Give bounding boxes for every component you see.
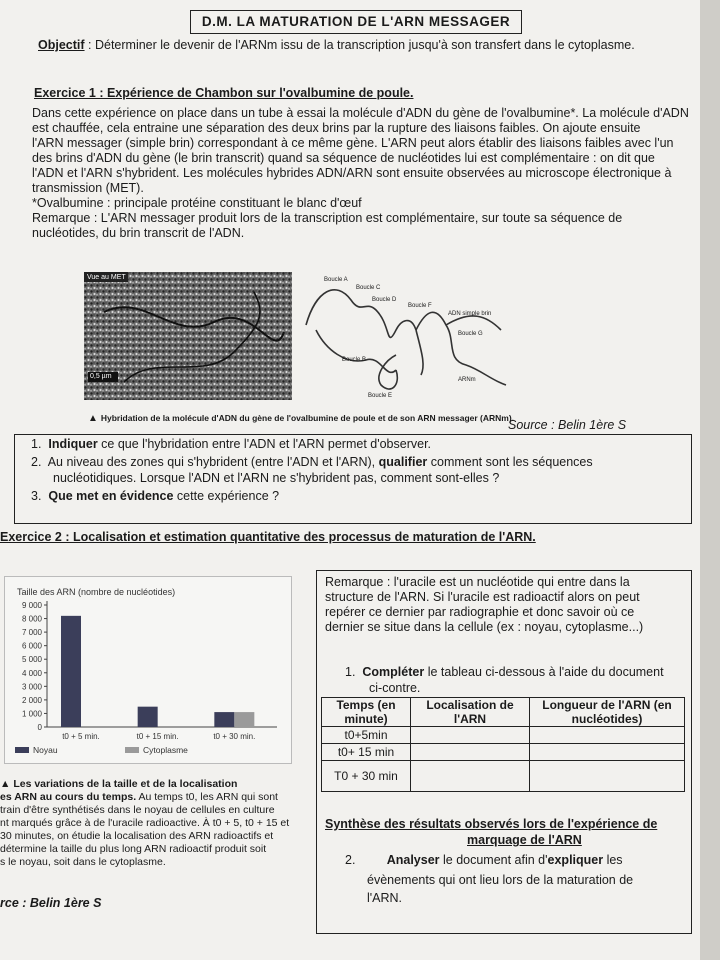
x-tick-label: t0 + 15 min. xyxy=(136,732,179,741)
exercise-1-questions xyxy=(14,434,692,524)
table-header: Longueur de l'ARN (en nucléotides) xyxy=(530,698,685,727)
ex2-question-2: 2. Analyser le document afin d'expliquer les xyxy=(345,853,623,867)
table-header: Temps (en minute) xyxy=(322,698,411,727)
chart-source: rce : Belin 1ère S xyxy=(0,896,102,910)
objective-line xyxy=(38,38,635,53)
label-arnm: ARNm xyxy=(458,377,476,383)
figure-caption xyxy=(88,412,514,425)
met-image xyxy=(84,272,292,400)
table-cell-time: t0+5min xyxy=(322,727,411,744)
question-3 xyxy=(31,489,279,504)
table-header: Localisation de l'ARN xyxy=(411,698,530,727)
bar-cytoplasme xyxy=(234,712,254,727)
paragraph-line: l'ARN messager (simple brin) correspondant à ce même gène. L'ARN peut alors établir des liaisons faibles avec l'un xyxy=(32,136,674,150)
y-tick-label: 1 000 xyxy=(21,709,42,719)
caption-line: 30 minutes, on étudie la localisation des ARN radioactifs et xyxy=(0,830,274,842)
synthese-line-2: marquage de l'ARN xyxy=(467,833,582,847)
q-text: cette expérience ? xyxy=(173,489,280,503)
chart-svg xyxy=(5,577,291,763)
ex2-remarque xyxy=(325,575,643,635)
y-tick-label: 5 000 xyxy=(21,655,42,665)
ex2-question-1-cont: ci-contre. xyxy=(369,681,421,695)
x-tick-label: t0 + 30 min. xyxy=(213,732,256,741)
table-row xyxy=(322,761,685,792)
ex2-question-2-line2: évènements qui ont lieu lors de la maturation de xyxy=(367,873,634,887)
label-boucle-b: Boucle B xyxy=(342,357,367,363)
caption-line: s le noyau, soit dans le cytoplasme. xyxy=(0,856,166,868)
y-tick-label: 3 000 xyxy=(21,682,42,692)
paragraph-line: l'ADN et l'ARN s'hybrident. Les molécules hybrides ADN/ARN sont ensuite observées au microscope électronique à xyxy=(32,166,672,180)
bar-noyau xyxy=(214,712,234,727)
label-adn-simple-brin: ADN simple brin xyxy=(448,311,492,317)
table-cell-time: T0 + 30 min xyxy=(322,761,411,792)
objective-text: : Déterminer le devenir de l'ARNm issu de la transcription jusqu'à son transfert dans le cytoplasme. xyxy=(84,38,635,52)
caption-text: Hybridation de la molécule d'ADN du gène de l'ovalbumine de poule et de son ARN messager (ARNm). xyxy=(100,413,515,423)
paragraph-line: transmission (MET). xyxy=(32,181,144,195)
paragraph-line: des brins d'ADN du gène (le brin transcrit) quand sa séquence de nucléotides lui est complémentaire : on dit que xyxy=(32,151,655,165)
table-cell-empty[interactable] xyxy=(411,727,530,744)
hybrid-schematic xyxy=(296,270,516,406)
label-boucle-d: Boucle D xyxy=(372,297,397,303)
q-num: 2. xyxy=(31,455,42,469)
q-text2: comment sont les séquences xyxy=(427,455,593,469)
ex2-question-1: 1. Compléter le tableau ci-dessous à l'aide du document xyxy=(345,665,664,679)
schematic-drawing xyxy=(296,270,516,406)
q-text: Au niveau des zones qui s'hybrident (entre l'ADN et l'ARN), xyxy=(47,455,379,469)
y-tick-label: 8 000 xyxy=(21,614,42,624)
y-tick-label: 9 000 xyxy=(21,601,42,610)
results-table xyxy=(321,697,685,792)
legend-label: Cytoplasme xyxy=(143,745,188,755)
paragraph-line: Dans cette expérience on place dans un tube à essai la molécule d'ADN du gène de l'ovalbumine*. La molécule d'ADN xyxy=(32,106,689,120)
label-boucle-g: Boucle G xyxy=(458,331,483,337)
page-title: D.M. LA MATURATION DE L'ARN MESSAGER xyxy=(190,10,522,34)
chart-title: Taille des ARN (nombre de nucléotides) xyxy=(17,587,176,597)
q-verb: Indiquer xyxy=(48,437,98,451)
chart-caption xyxy=(0,778,289,869)
warning-triangle-icon: ▲ xyxy=(0,778,11,790)
y-tick-label: 2 000 xyxy=(21,695,42,705)
question-2 xyxy=(31,455,593,470)
exercise-2-box xyxy=(316,570,692,934)
rna-size-chart xyxy=(4,576,292,764)
table-cell-empty[interactable] xyxy=(530,727,685,744)
remarque-line: dernier se situe dans la cellule (ex : noyau, cytoplasme...) xyxy=(325,620,644,634)
scale-label: 0,5 µm xyxy=(90,373,112,380)
remarque-line: Remarque : l'uracile est un nucléotide qui entre dans la xyxy=(325,575,630,589)
legend-swatch xyxy=(15,747,29,753)
remarque-line: repérer ce dernier par radiographie et donc savoir où ce xyxy=(325,605,635,619)
exercise-1-paragraph xyxy=(32,106,689,241)
exercise-2-heading: Exercice 2 : Localisation et estimation quantitative des processus de maturation de l'ARN. xyxy=(0,530,536,544)
label-boucle-a: Boucle A xyxy=(324,277,348,283)
caption-line: es ARN au cours du temps. Au temps t0, les ARN qui sont xyxy=(0,791,278,803)
table-row xyxy=(322,744,685,761)
figure-source: Source : Belin 1ère S xyxy=(508,418,627,432)
x-tick-label: t0 + 5 min. xyxy=(62,732,100,741)
met-micrograph xyxy=(84,272,292,400)
synthese-line-1: Synthèse des résultats observés lors de l'expérience de xyxy=(325,817,658,831)
remarque-line: Remarque : L'ARN messager produit lors de la transcription est complémentaire, sur toute sa séquence de xyxy=(32,211,623,225)
label-boucle-c: Boucle C xyxy=(356,285,381,291)
caption-line: détermine la taille du plus long ARN radioactif produit soit xyxy=(0,843,267,855)
paragraph-line: est chauffée, cela entraine une séparation des deux brins par la rupture des liaisons faibles. On ajoute ensuite xyxy=(32,121,641,135)
question-1 xyxy=(31,437,431,452)
q-text: ce que l'hybridation entre l'ADN et l'ARN permet d'observer. xyxy=(97,437,432,451)
ex2-question-2-line3: l'ARN. xyxy=(367,891,403,905)
table-cell-empty[interactable] xyxy=(530,744,685,761)
warning-triangle-icon: ▲ xyxy=(88,413,98,424)
table-cell-empty[interactable] xyxy=(530,761,685,792)
objective-label: Objectif xyxy=(38,38,85,52)
met-label: Vue au MET xyxy=(87,274,126,281)
table-cell-empty[interactable] xyxy=(411,761,530,792)
question-2-cont: nucléotidiques. Lorsque l'ADN et l'ARN ne s'hybrident pas, comment sont-elles ? xyxy=(53,471,500,485)
q-num: 3. xyxy=(31,489,42,503)
remarque-line: nucléotides, du brin transcrit de l'ADN. xyxy=(32,226,245,240)
table-row xyxy=(322,727,685,744)
footnote: *Ovalbumine : principale protéine constituant le blanc d'œuf xyxy=(32,196,362,210)
y-tick-label: 0 xyxy=(37,723,42,732)
caption-line: train d'être synthétisés dans le noyau de cellules en culture xyxy=(0,804,275,816)
y-tick-label: 4 000 xyxy=(21,668,42,678)
remarque-line: structure de l'ARN. Si l'uracile est radioactif alors on peut xyxy=(325,590,640,604)
legend-swatch xyxy=(125,747,139,753)
caption-line: ▲ Les variations de la taille et de la localisation xyxy=(0,778,238,790)
y-tick-label: 6 000 xyxy=(21,641,42,651)
caption-line: nt marqués grâce à de l'uracile radioactive. À t0 + 5, t0 + 15 et xyxy=(0,817,290,829)
legend-label: Noyau xyxy=(33,745,58,755)
bar-noyau xyxy=(61,616,81,727)
bar-noyau xyxy=(138,707,158,727)
table-cell-time: t0+ 15 min xyxy=(322,744,411,761)
q-num: 1. xyxy=(31,437,42,451)
label-boucle-f: Boucle F xyxy=(408,303,432,309)
table-cell-empty[interactable] xyxy=(411,744,530,761)
q-verb: qualifier xyxy=(378,455,428,469)
q-verb: Que met en évidence xyxy=(48,489,174,503)
label-boucle-e: Boucle E xyxy=(368,393,393,399)
exercise-1-heading: Exercice 1 : Expérience de Chambon sur l'ovalbumine de poule. xyxy=(34,86,414,100)
y-tick-label: 7 000 xyxy=(21,628,42,638)
